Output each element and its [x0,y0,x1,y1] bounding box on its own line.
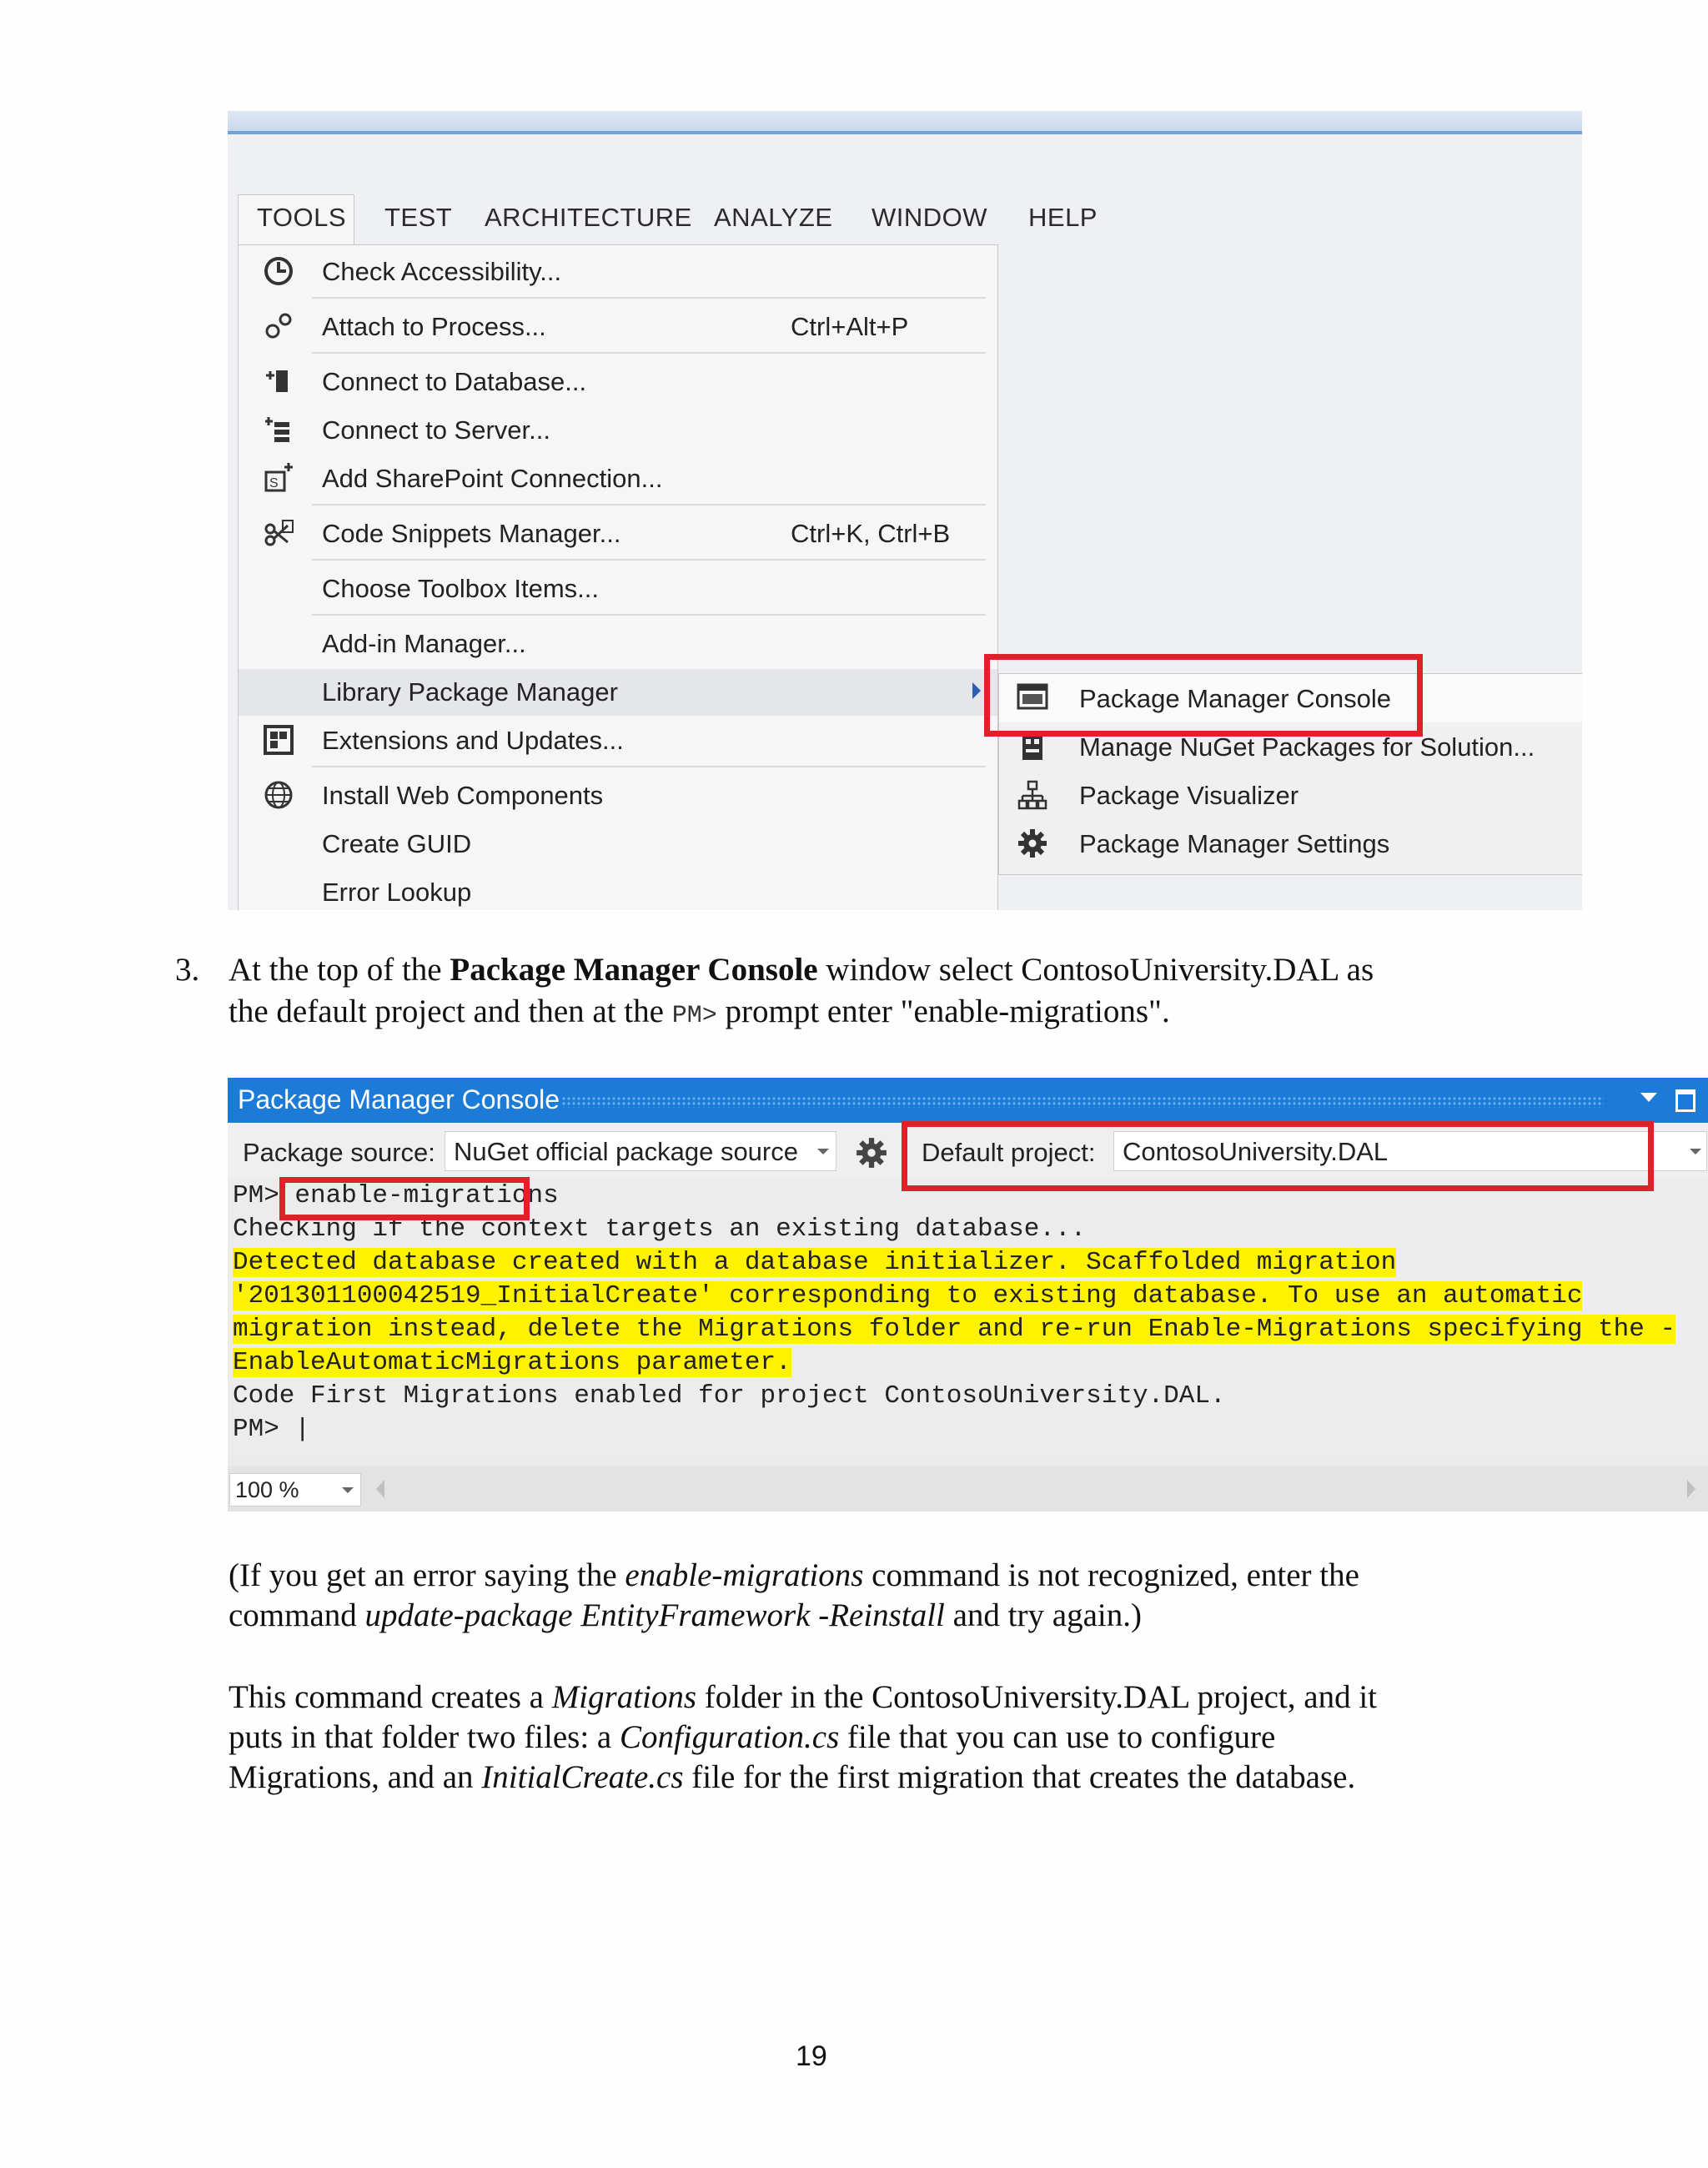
menu-item-add-in-manager[interactable] [239,621,997,667]
console-prompt-line: PM> | [233,1415,311,1444]
highlighted-text: EnableAutomaticMigrations parameter. [233,1348,791,1377]
chevron-down-icon [817,1149,829,1154]
globe-icon [262,779,295,812]
submenu-arrow-icon [972,682,981,699]
scroll-right-icon[interactable] [1687,1480,1695,1498]
highlight-package-manager-console [984,654,1423,737]
menu-item-connect-to-server[interactable] [239,407,997,454]
menu-item-attach-to-process[interactable] [239,304,997,350]
title-grip [561,1096,1604,1108]
text-run: Migrations, and an [229,1759,482,1795]
accessibility-icon [262,255,295,289]
text-run: window select ContosoUniversity.DAL as [817,952,1374,988]
submenu-item-label: Package Manager Settings [1079,829,1390,858]
command-text: enable-migrations [294,1181,559,1210]
menu-architecture[interactable]: ARCHITECTURE [485,203,692,232]
text-run: command is not recognized, enter the [863,1557,1359,1593]
submenu-item-label: Package Manager Console [1079,684,1391,713]
text-run: and try again.) [944,1597,1142,1633]
italic-text: Migrations [551,1679,697,1715]
step3-line-2 [229,993,1170,1030]
console-line: Checking if the context targets an existing database... [233,1215,1087,1244]
bold-text: Package Manager Console [450,952,818,988]
text-run: puts in that folder two files: a [229,1719,620,1755]
settings-gear-icon[interactable] [855,1136,888,1174]
menu-item-create-guid[interactable] [239,821,997,868]
menu-item-error-lookup[interactable] [239,869,997,910]
italic-text: InitialCreate.cs [481,1759,684,1795]
submenu-item-label: Manage NuGet Packages for Solution... [1079,732,1535,762]
menu-item-add-sharepoint-connection[interactable] [239,455,997,502]
zoom-select[interactable] [229,1473,361,1507]
prompt: PM> [233,1181,279,1210]
menu-item-label: Install Web Components [322,781,604,810]
menu-separator [312,352,986,354]
svg-text:S: S [269,476,279,490]
menu-item-connect-to-database[interactable] [239,359,997,405]
step3-line-1 [229,951,1374,988]
package-manager-console-screenshot [228,1078,1708,1512]
console-line-highlighted [233,1346,791,1380]
maximize-icon[interactable] [1675,1089,1695,1112]
console-line-highlighted [233,1246,1396,1280]
menu-item-label: Create GUID [322,829,472,858]
menu-test[interactable]: TEST [384,203,453,232]
submenu-item-label: Package Visualizer [1079,781,1299,810]
text-run: the default project and then at the [229,993,672,1029]
highlighted-text: migration instead, delete the Migrations folder and re-run Enable-Migrations specifying the - [233,1315,1676,1344]
highlight-default-project [902,1121,1654,1191]
text-run: This command creates a [229,1679,552,1715]
menu-item-label: Connect to Database... [322,367,587,396]
chevron-down-icon [342,1487,354,1493]
menu-item-check-accessibility[interactable] [239,249,997,295]
highlighted-text: '201301100042519_InitialCreate' corresponding to existing database. To use an automatic [233,1281,1583,1310]
menu-separator [312,614,986,616]
text-run: (If you get an error saying the [229,1557,625,1593]
console-line-highlighted [233,1313,1675,1346]
tools-dropdown [238,244,998,910]
menu-item-install-web-components[interactable] [239,772,997,819]
menu-item-code-snippets-manager[interactable] [239,511,997,557]
snippet-icon [262,517,295,551]
text-run: file for the first migration that creates the database. [683,1759,1356,1795]
console-title: Package Manager Console [238,1084,560,1114]
menu-item-label: Error Lookup [322,878,472,907]
command-paragraph-line-2 [229,1718,1275,1756]
menu-separator [312,559,986,561]
italic-text: enable-migrations [625,1557,864,1593]
package-source-label: Package source: [243,1138,435,1167]
menu-item-label: Extensions and Updates... [322,726,624,755]
menu-item-label: Library Package Manager [322,677,618,707]
default-project-label: Default project: [922,1138,1096,1167]
menu-item-label: Check Accessibility... [322,257,562,286]
menu-item-shortcut: Ctrl+Alt+P [791,312,909,341]
menu-item-label: Attach to Process... [322,312,546,341]
error-paragraph-line-2 [229,1597,1142,1634]
tools-menu-screenshot [228,111,1582,910]
menu-separator [312,766,986,767]
console-title-bar [228,1078,1708,1123]
menu-help[interactable]: HELP [1028,203,1098,232]
text-run: command [229,1597,365,1633]
code-text: PM> [671,1002,717,1030]
command-paragraph-line-1 [229,1678,1377,1716]
menu-analyze[interactable]: ANALYZE [714,203,833,232]
window-top-border [228,111,1582,134]
highlight-command [279,1177,530,1220]
menu-item-extensions-and-updates[interactable] [239,717,997,764]
text-run: file that you can use to configure [839,1719,1276,1755]
menu-item-label: Add SharePoint Connection... [322,464,663,493]
menu-separator [312,297,986,299]
console-line-highlighted [233,1280,1582,1313]
text-run: prompt enter "enable-migrations". [716,993,1170,1029]
extensions-icon [262,724,295,757]
menu-item-label: Choose Toolbox Items... [322,574,599,603]
package-source-value: NuGet official package source [454,1137,798,1166]
package-source-select[interactable] [445,1131,836,1171]
hierarchy-icon [1016,779,1049,812]
database-plug-icon [262,365,295,399]
gears-icon [262,310,295,344]
command-paragraph-line-3 [229,1758,1355,1796]
console-line: Code First Migrations enabled for project ContosoUniversity.DAL. [233,1381,1226,1411]
error-paragraph-line-1 [229,1557,1359,1594]
menu-item-label: Add-in Manager... [322,629,526,658]
menu-tools[interactable]: TOOLS [257,203,347,232]
server-icon [262,414,295,447]
default-project-value: ContosoUniversity.DAL [1123,1137,1389,1166]
zoom-value: 100 % [235,1477,299,1502]
text-run: folder in the ContosoUniversity.DAL project, and it [696,1679,1377,1715]
step-number: 3. [175,952,200,988]
chevron-down-icon [1690,1149,1701,1154]
submenu-item-package-visualizer[interactable] [999,771,1582,819]
italic-text: Configuration.cs [620,1719,840,1755]
menu-separator [312,504,986,506]
highlighted-text: Detected database created with a database initializer. Scaffolded migration [233,1248,1397,1277]
dropdown-arrow-icon[interactable] [1640,1093,1657,1102]
menu-item-shortcut: Ctrl+K, Ctrl+B [791,519,951,548]
menu-item-label: Code Snippets Manager... [322,519,621,548]
gear-icon [1016,827,1049,861]
menu-item-library-package-manager[interactable] [239,669,997,716]
scroll-left-icon[interactable] [376,1480,384,1498]
menu-item-choose-toolbox-items[interactable] [239,566,997,612]
sharepoint-icon [262,462,295,495]
menu-window[interactable]: WINDOW [872,203,988,232]
console-status-bar [228,1466,1708,1512]
submenu-item-package-manager-settings[interactable] [999,819,1582,868]
menu-item-label: Connect to Server... [322,415,550,445]
page-number: 19 [796,2040,827,2072]
italic-text: update-package EntityFramework -Reinstall [364,1597,945,1633]
text-run: At the top of the [229,952,450,988]
